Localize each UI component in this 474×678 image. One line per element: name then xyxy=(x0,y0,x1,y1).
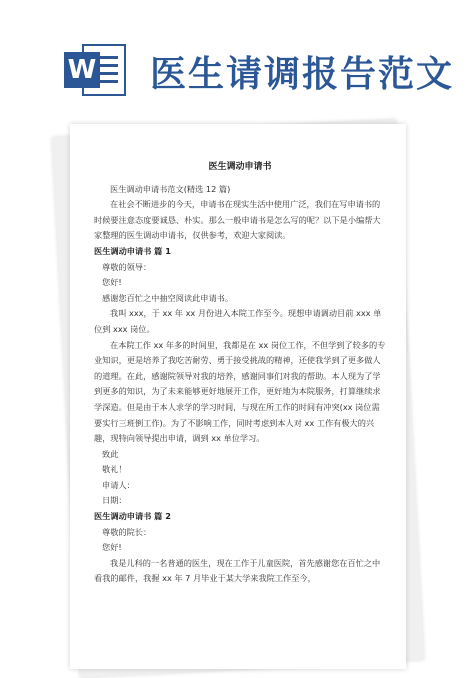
document-subtitle: 医生调动申请书范文(精选 12 篇) xyxy=(110,183,231,194)
body-paragraph: 在本院工作 xx 年多的时间里，我都是在 xx 岗位工作，不但学到了较多的专业知识，更是培养了我吃苦耐劳、勇于接受挑战的精神，还使我学到了更多做人的道理。在此，感谢院领导对我的培养，感谢同事们对我的帮助。本人现为了学到更多的知识，为了未来能够更好地展开工作，更好地为本院服务，打算继续求学深造。但是由于本人求学的学习时间，与现在所工作的时间有冲突(xx 岗位需要实行三班倒工作)。为了不影响工作，同时考虑到本人对 xx 工作有极大的兴趣，现特向领导提出申请，调到 xx 单位学习。 xyxy=(94,339,386,444)
section-heading: 医生调动申请书 篇 1 xyxy=(94,245,171,256)
date-line: 日期： xyxy=(102,495,127,506)
thanks-line: 感谢您百忙之中抽空阅读此申请书。 xyxy=(102,292,234,303)
document-body xyxy=(94,160,386,587)
applicant-line: 申请人： xyxy=(102,479,135,490)
document-page xyxy=(70,124,406,669)
salutation: 尊敬的领导： xyxy=(102,261,152,272)
intro-paragraph: 在社会不断进步的今天，申请书在现实生活中使用广泛，我们在写申请书的时候要注意态度要诚恳、朴实。那么一般申请书是怎么写的呢？以下是小编帮大家整理的医生调动申请书，仅供参考，欢迎大家阅读。 xyxy=(94,199,381,241)
closing-line: 敬礼！ xyxy=(102,464,127,475)
closing-line: 致此 xyxy=(102,448,119,459)
banner xyxy=(0,0,474,120)
word-logo-letter: W xyxy=(64,52,100,88)
word-document-icon xyxy=(64,44,126,96)
body-paragraph: 我叫 xxx，于 xx 年 xx 月份进入本院工作至今。现想申请调动目前 xxx 单位到 xxx 岗位。 xyxy=(94,308,382,334)
section-heading: 医生调动申请书 篇 2 xyxy=(94,511,171,522)
body-paragraph: 我是儿科的一名普通的医生，现在工作于儿童医院，首先感谢您在百忙之中看我的邮件，我握 xx 年 7 月毕业于某大学来我院工作至今， xyxy=(94,557,381,584)
greeting: 您好! xyxy=(102,277,122,288)
greeting: 您好! xyxy=(102,542,122,553)
document-title: 医生调动申请书 xyxy=(208,162,272,172)
salutation: 尊敬的院长： xyxy=(102,526,152,537)
banner-title: 医生请调报告范文 xyxy=(150,54,455,95)
